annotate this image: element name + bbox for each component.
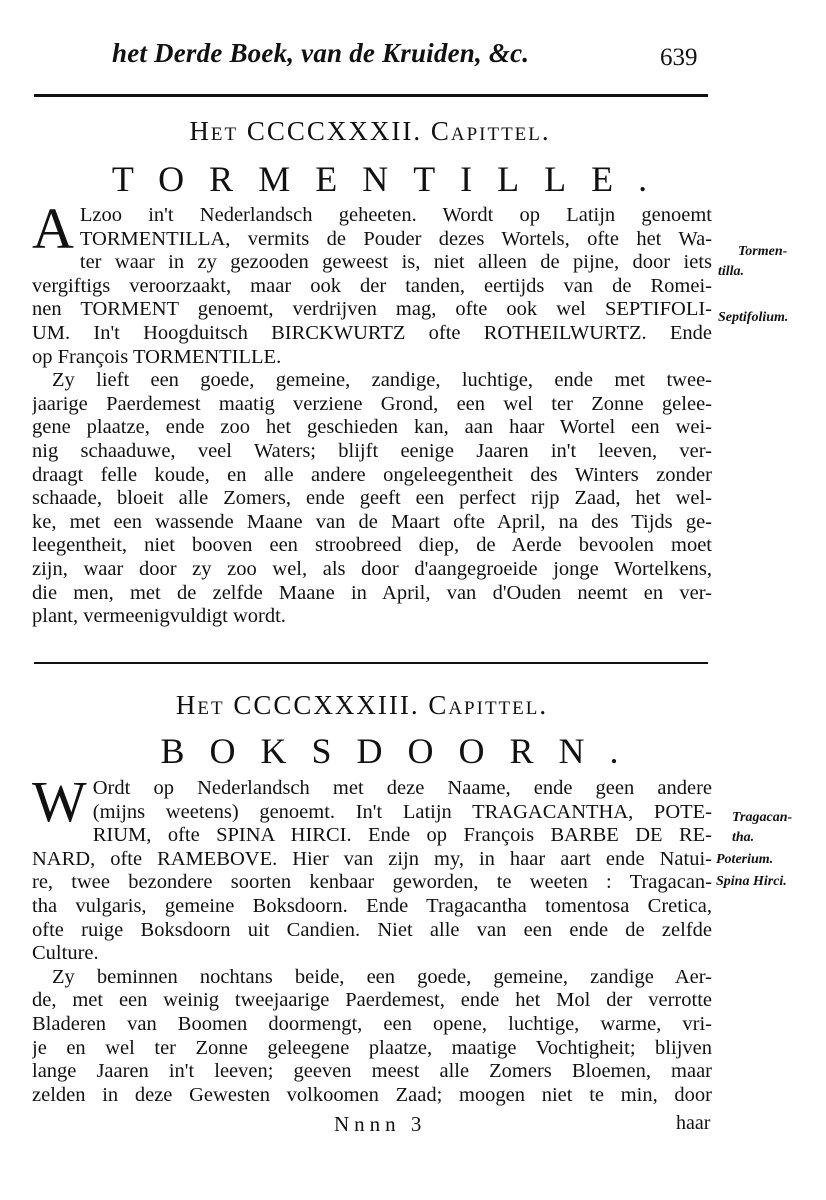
- text-line: ofte ruige Boksdoorn uit Candien. Niet alle van een ende de zelfde: [32, 918, 712, 941]
- page-number: 639: [660, 44, 698, 71]
- chapter2-paragraph-2: [32, 966, 712, 1108]
- chapter1-paragraph-2: [32, 369, 712, 629]
- chapter1-text: [32, 196, 712, 629]
- text-line: Ordt op Nederlandsch met deze Naame, ende geen andere: [92, 777, 712, 799]
- chapter-title-ccccxxxii: Het CCCCXXXII. Capittel.: [189, 116, 551, 146]
- text-line: ke, met een wassende Maane van de Maart ofte April, na des Tijds ge-: [32, 510, 712, 533]
- text-line: op François TORMENTILLE.: [32, 345, 282, 368]
- dropcap-a: A: [32, 196, 74, 261]
- margin-note: Spina Hirci.: [716, 874, 787, 889]
- text-line: lange Jaaren in't leeven; geeven meest alle Zomers Bloemen, maar: [32, 1060, 712, 1083]
- text-line: Bladeren van Boomen doormengt, een opene, luchtige, warme, vri-: [32, 1012, 712, 1035]
- text-line: nen TORMENT genoemt, verdrijven mag, ofte ook wel SEPTIFOLI-: [32, 298, 712, 321]
- text-line: Lzoo in't Nederlandsch geheeten. Wordt op Latijn genoemt: [79, 204, 712, 226]
- text-line: tha vulgaris, gemeine Boksdoorn. Ende Tragacantha tomentosa Cretica,: [32, 894, 712, 917]
- text-line: plant, vermeenigvuldigt wordt.: [32, 605, 286, 628]
- margin-note: Tormen-: [738, 244, 788, 259]
- margin-note: Poterium.: [716, 852, 774, 867]
- chapter2-text: [32, 769, 712, 1107]
- text-line: ter waar in zy gezooden geweest is, niet alleen de pijne, door iets: [79, 251, 712, 274]
- dropcap-w: W: [32, 769, 87, 834]
- plant-title-tormentille: TORMENTILLE.: [111, 159, 673, 199]
- text-line: Zy lieft een goede, gemeine, zandige, luchtige, ende met twee-: [52, 369, 712, 392]
- text-line: jaarige Paerdemest maatig verziene Grond, een wel ter Zonne gelee-: [32, 392, 712, 415]
- text-line: NARD, ofte RAMEBOVE. Hier van zijn my, in haar aart ende Natui-: [32, 847, 712, 870]
- text-line: gene plaatze, ende zoo het geschieden kan, aan haar Wortel een wei-: [32, 416, 712, 439]
- text-line: leegentheit, niet booven een stroobreed diep, de Aerde bevoolen moet: [32, 534, 712, 557]
- margin-note: Tragacan-: [732, 810, 793, 825]
- chapter-title-ccccxxxiii: Het CCCCXXXIII. Capittel.: [175, 690, 549, 720]
- text-line: draagt felle koude, en alle andere ongeleegentheit des Winters zonder: [32, 463, 712, 486]
- top-rule: [34, 94, 708, 97]
- text-line: UM. In't Hoogduitsch BIRCKWURTZ ofte ROTHEILWURTZ. Ende: [32, 321, 712, 344]
- running-head: het Derde Boek, van de Kruiden, &c.: [112, 38, 530, 68]
- text-line: zelden in deze Gewesten volkoomen Zaad; moogen niet te min, door: [32, 1083, 712, 1106]
- chapter2-paragraph-1: [32, 769, 712, 966]
- text-line: Culture.: [32, 942, 99, 965]
- text-line: die men, met de zelfde Maane in April, van d'Ouden neemt en ver-: [32, 581, 712, 604]
- text-line: RIUM, ofte SPINA HIRCI. Ende op François BARBE DE RE-: [92, 824, 712, 847]
- text-line: schaade, bloeit alle Zomers, ende geeft een perfect rijp Zaad, het wel-: [32, 487, 712, 510]
- chapter1-paragraph-1: [32, 196, 712, 369]
- text-line: zijn, waar door zy zoo wel, als door d'aangegroeide jonge Wortelkens,: [32, 557, 712, 580]
- plant-title-boksdoorn: BOKSDOORN.: [160, 731, 644, 771]
- text-line: je en wel ter Zonne geleegene plaatze, maatige Vochtigheit; blijven: [32, 1036, 712, 1059]
- text-line: Zy beminnen nochtans beide, een goede, gemeine, zandige Aer-: [52, 965, 712, 988]
- text-line: re, twee bezondere soorten kenbaar geworden, te weeten : Tragacan-: [32, 871, 712, 894]
- text-line: nig schaaduwe, veel Waters; blijft eenige Jaaren in't leeven, ver-: [32, 439, 712, 462]
- text-line: (mijns weetens) genoemt. In't Latijn TRAGACANTHA, POTE-: [92, 800, 712, 823]
- margin-note: Septifolium.: [718, 310, 789, 325]
- text-line: TORMENTILLA, vermits de Pouder dezes Wortels, ofte het Wa-: [79, 227, 712, 250]
- printer-signature: Nnnn 3: [334, 1112, 427, 1136]
- margin-note: tilla.: [718, 264, 745, 279]
- catchword: haar: [676, 1112, 711, 1134]
- margin-note: tha.: [732, 830, 755, 845]
- text-line: vergiftigs veroorzaakt, maar ook der tanden, eertijds van de Romei-: [32, 274, 712, 297]
- section-rule: [34, 662, 708, 664]
- text-line: de, met een weinig tweejaarige Paerdemest, ende het Mol der verrotte: [32, 989, 712, 1012]
